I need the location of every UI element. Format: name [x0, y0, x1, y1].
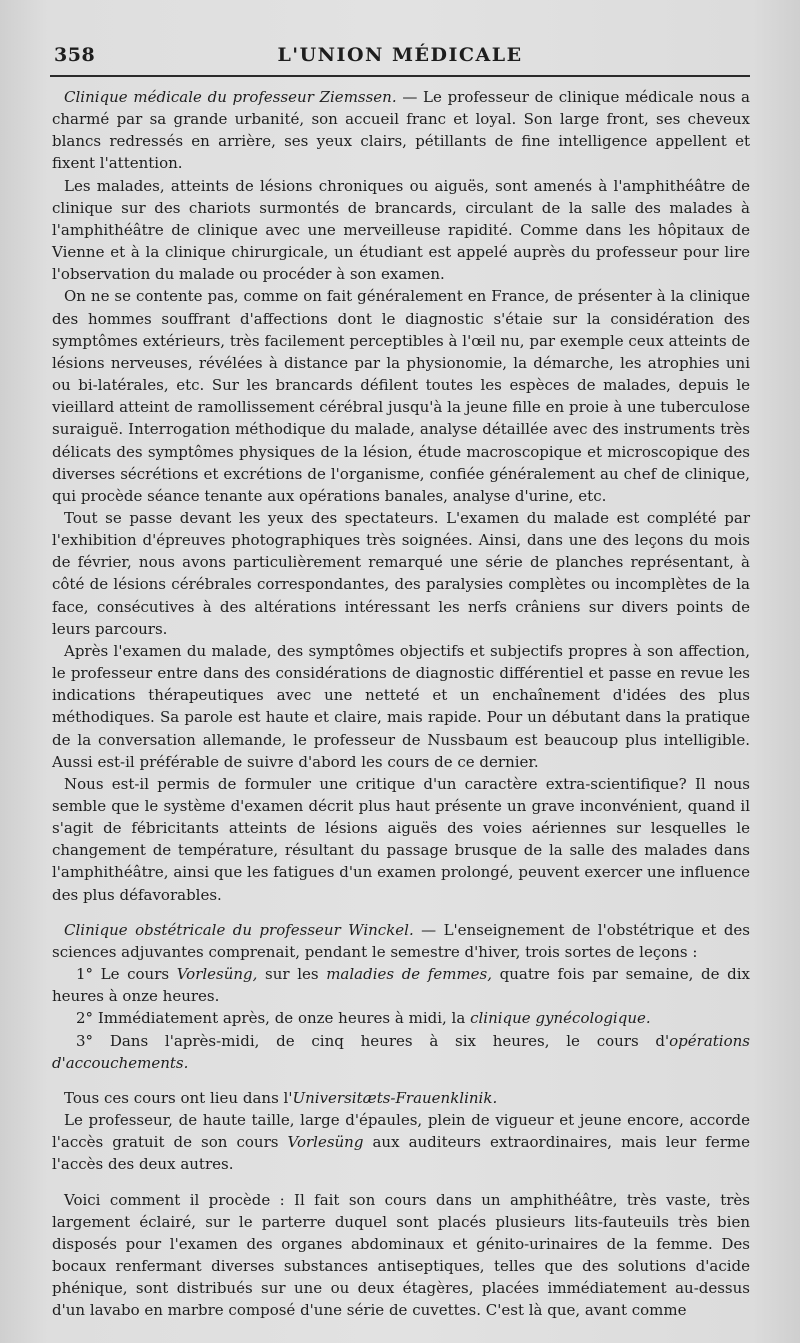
- paragraph-ziemssen-intro: Clinique médicale du professeur Ziemssen. — Le professeur de clinique médicale nous a charmé par sa grande urbanité, son accueil franc et loyal. Son large front, ses cheveux blancs redressés en arrière, ses yeux clairs, pétillants de fine intelligence appellent et fixent l'attention.: [52, 88, 750, 173]
- paragraph-winckel-intro: Clinique obstétricale du professeur Winckel. — L'enseignement de l'obstétrique et des sciences adjuvantes comprenait, pendant le semestre d'hiver, trois sortes de leçons :: [52, 920, 750, 961]
- running-title: L'UNION MÉDICALE: [277, 44, 523, 66]
- paragraph: On ne se contente pas, comme on fait généralement en France, de présenter à la clinique des hommes souffrant d'affections dont le diagnostic s'étaie sur la considération des symptômes extérieurs, très facilement perceptibles à l'œil nu, par exemple ceux atteints de lésions nerveuses, révélées à distance par la physionomie, la démarche, les atrophies uni ou bi-latérales, etc. Sur les brancards défilent toutes les espèces de malades, depuis le vieillard atteint de ramollissement cérébral jusqu'à la jeune fille en proie à une tuberculose suraiguë. Interrogation méthodique du malade, analyse détaillée avec des instruments très délicats des symptômes physiques de la lésion, étude macroscopique et microscopique des diverses sécrétions et excrétions de l'organisme, confiée généralement au chef de clinique, qui procède séance tenante aux opérations banales, analyse d'urine, etc.: [52, 287, 750, 505]
- lesson-item-3: 3° Dans l'après-midi, de cinq heures à six heures, le cours d'opérations d'accouchements.: [52, 1031, 750, 1072]
- paragraph: Après l'examen du malade, des symptômes objectifs et subjectifs propres à son affection, le professeur entre dans des considérations de diagnostic différentiel et passe en revue les indications thérapeutiques avec une netteté et un enchaînement d'idées des plus méthodiques. Sa parole est haute et claire, mais rapide. Pour un débutant dans la pratique de la conversation allemande, le professeur de Nussbaum est beaucoup plus intelligible. Aussi est-il préférable de suivre d'abord les cours de ce dernier.: [52, 641, 750, 771]
- paragraph: Les malades, atteints de lésions chroniques ou aiguës, sont amenés à l'amphithéâtre de clinique sur des chariots surmontés de brancards, circulant de la salle des malades à l'amphithéâtre de clinique avec une merveilleuse rapidité. Comme dans les hôpitaux de Vienne et à la clinique chirurgicale, un étudiant est appelé auprès du professeur pour lire l'observation du malade ou procéder à son examen.: [52, 176, 750, 284]
- page-number: 358: [54, 44, 96, 66]
- article-body: [52, 86, 750, 1321]
- paragraph: Voici comment il procède : Il fait son cours dans un amphithéâtre, très vaste, très largement éclairé, sur le parterre duquel sont placés plusieurs lits-fauteuils très bien disposés pour l'examen des organes abdominaux et génito-urinaires de la femme. Des bocaux renfermant diverses substances antiseptiques, telles que des solutions d'acide phénique, sont distribués sur une ou deux étagères, placées immédiatement au-dessus d'un lavabo en marbre composé d'une série de cuvettes. C'est là que, avant comme: [52, 1190, 750, 1320]
- header-rule: [50, 75, 750, 77]
- section-title-winckel: Clinique obstétricale du professeur Winckel.: [64, 920, 414, 939]
- page-header: [50, 40, 750, 70]
- paragraph: Tous ces cours ont lieu dans l'Universitæts-Frauenklinik.: [64, 1088, 498, 1107]
- paragraph: Le professeur, de haute taille, large d'épaules, plein de vigueur et jeune encore, accorde l'accès gratuit de son cours Vorlesüng aux auditeurs extraordinaires, mais leur ferme l'accès des deux autres.: [52, 1111, 751, 1174]
- lesson-item-2: 2° Immédiatement après, de onze heures à midi, la clinique gynécologique.: [76, 1009, 651, 1028]
- section-title-ziemssen: Clinique médicale du professeur Ziemssen.: [64, 88, 397, 106]
- lesson-item-1: 1° Le cours Vorlesüng, sur les maladies de femmes, quatre fois par semaine, de dix heures à onze heures.: [52, 965, 750, 1006]
- paragraph: Nous est-il permis de formuler une critique d'un caractère extra-scientifique? Il nous semble que le système d'examen décrit plus haut présente un grave inconvénient, quand il s'agit de fébricitants atteints de lésions aiguës des voies aériennes sur lesquelles le changement de température, résultant du passage brusque de la salle des malades dans l'amphithéâtre, ainsi que les fatigues d'un examen prolongé, peuvent exercer une influence des plus défavorables.: [52, 774, 750, 904]
- paragraph: Tout se passe devant les yeux des spectateurs. L'examen du malade est complété par l'exhibition d'épreuves photographiques très soignées. Ainsi, dans une des leçons du mois de février, nous avons particulièrement remarqué une série de planches représentant, à côté de lésions cérébrales correspondantes, des paralysies complètes ou incomplètes de la face, consécutives à des altérations intéressant les nerfs crâniens sur divers points de leurs parcours.: [52, 508, 750, 638]
